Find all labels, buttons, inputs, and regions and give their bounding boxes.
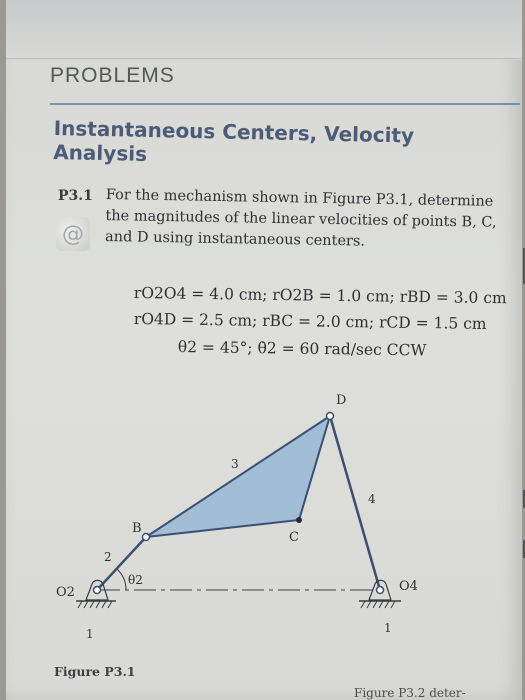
label-ground-left: 1 [86,627,94,641]
faded-previous-text [6,0,522,60]
label-b: B [132,521,142,536]
ground-pivot-o2 [76,580,116,608]
joint-b [143,534,150,541]
problem-statement: For the mechanism shown in Figure P3.1, determine the magnitudes of the linear velocities of points B, C, and D using instantaneous centers. [104,186,497,250]
figure-caption: Figure P3.1 [54,664,136,679]
section-title: PROBLEMS [50,64,175,87]
coupler-link-3 [146,416,330,537]
given-values-line-2: rO4D = 2.5 cm; rBC = 2.0 cm; rCD = 1.5 cm [133,310,487,333]
web-resource-icon: @ [56,217,90,251]
problem-number: P3.1 [58,188,93,204]
point-c [296,517,302,523]
given-values-line-1: rO2O4 = 4.0 cm; rO2B = 1.0 cm; rBD = 3.0 cm [133,284,507,308]
joint-d [327,413,334,420]
label-c: C [289,530,299,545]
label-link-3: 3 [231,457,239,471]
top-divider [6,58,522,59]
label-ground-right: 1 [384,621,392,635]
ground-pivot-o4 [359,580,401,608]
next-figure-caption-fragment: Figure P3.2 deter- [354,686,466,700]
label-o2: O2 [56,585,75,600]
textbook-page [6,0,522,700]
angle-arc [117,569,126,590]
label-link-4: 4 [368,492,376,506]
subsection-heading: Instantaneous Centers, Velocity Analysis [52,116,415,166]
section-rule [50,103,520,105]
given-values-line-3: θ2 = 45°; θ̇2 = 60 rad/sec CCW [177,338,427,360]
mechanism-figure [6,380,522,660]
label-theta2: θ2 [128,573,143,587]
label-link-2: 2 [104,550,112,564]
label-d: D [336,393,347,408]
label-o4: O4 [399,579,418,594]
